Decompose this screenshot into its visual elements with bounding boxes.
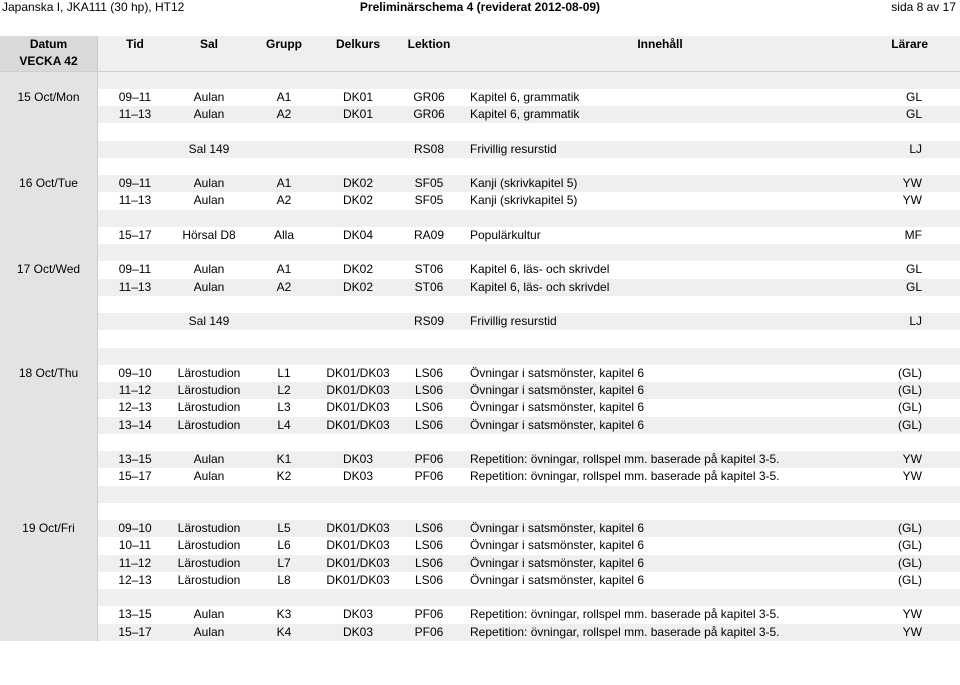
cell-delkurs: DK01/DK03: [326, 417, 390, 432]
cell-tid: 11–13: [118, 279, 152, 294]
date-column-band: [0, 486, 98, 503]
cell-larare: LJ: [909, 141, 922, 156]
date-column-band: [0, 296, 98, 313]
cell-innehall: Kapitel 6, grammatik: [470, 107, 580, 121]
date-column-band: [0, 141, 98, 158]
cell-innehall: Övningar i satsmönster, kapitel 6: [470, 365, 645, 380]
cell-sal: Sal 149: [188, 141, 230, 156]
cell-larare: (GL): [898, 400, 922, 415]
cell-innehall: Kapitel 6, grammatik: [470, 89, 580, 104]
date-column-band: [0, 279, 98, 296]
cell-lektion: RS08: [413, 141, 445, 156]
cell-larare: (GL): [898, 572, 922, 587]
date-column-band: [0, 537, 98, 554]
cell-innehall: Kanji (skrivkapitel 5): [470, 176, 578, 190]
cell-lektion: ST06: [414, 279, 444, 294]
date-column-band: [0, 555, 98, 572]
cell-grupp: K1: [276, 452, 292, 466]
cell-lektion: LS06: [414, 400, 444, 415]
cell-datum: 16 Oct/Tue: [19, 176, 78, 190]
table-row: [0, 434, 960, 451]
table-row: [0, 399, 960, 416]
header-datum: Datum: [29, 37, 68, 51]
table-row: [0, 227, 960, 244]
cell-sal: Lärostudion: [177, 383, 241, 397]
cell-lektion: LS06: [414, 365, 444, 380]
cell-delkurs: DK01/DK03: [326, 521, 390, 535]
cell-tid: 11–13: [118, 107, 152, 121]
cell-sal: Lärostudion: [177, 400, 241, 415]
cell-grupp: A1: [276, 176, 292, 190]
table-row: [0, 158, 960, 175]
cell-lektion: LS06: [414, 538, 444, 553]
cell-sal: Aulan: [193, 279, 225, 294]
cell-innehall: Repetition: övningar, rollspel mm. baserade på kapitel 3-5.: [470, 452, 780, 466]
date-column-band: [0, 503, 98, 520]
cell-lektion: LS06: [414, 521, 444, 535]
cell-delkurs: DK03: [342, 607, 374, 622]
cell-larare: YW: [902, 176, 922, 190]
cell-delkurs: DK01/DK03: [326, 383, 390, 397]
cell-larare: YW: [902, 452, 922, 466]
table-row: [0, 606, 960, 623]
date-column-band: [0, 192, 98, 209]
table-row: [0, 555, 960, 572]
cell-tid: 13–15: [118, 452, 152, 466]
cell-innehall: Övningar i satsmönster, kapitel 6: [470, 383, 645, 397]
table-row: [0, 365, 960, 382]
table-row: [0, 244, 960, 261]
cell-sal: Aulan: [193, 193, 225, 208]
cell-lektion: LS06: [414, 417, 444, 432]
cell-sal: Aulan: [193, 107, 225, 121]
cell-delkurs: DK02: [342, 193, 374, 208]
date-column-band: [0, 348, 98, 365]
cell-larare: YW: [902, 624, 922, 639]
cell-lektion: SF05: [414, 193, 444, 208]
schedule-table: [0, 36, 960, 641]
cell-innehall: Kapitel 6, läs- och skrivdel: [470, 279, 610, 294]
cell-grupp: A2: [276, 193, 292, 208]
cell-datum: 19 Oct/Fri: [22, 521, 75, 535]
date-column-band: [0, 589, 98, 606]
date-column-band: [0, 382, 98, 399]
date-column-band: [0, 330, 98, 347]
cell-sal: Aulan: [193, 262, 225, 277]
cell-grupp: K4: [276, 624, 292, 639]
table-row: [0, 89, 960, 106]
cell-grupp: A2: [276, 279, 292, 294]
cell-sal: Lärostudion: [177, 417, 241, 432]
cell-sal: Aulan: [193, 469, 225, 484]
date-column-band: [0, 624, 98, 641]
cell-tid: 09–11: [118, 262, 152, 277]
cell-grupp: A1: [276, 262, 292, 277]
table-body: [0, 72, 960, 641]
table-header: [0, 36, 960, 53]
table-row: [0, 589, 960, 606]
table-row: [0, 210, 960, 227]
cell-lektion: LS06: [414, 572, 444, 587]
table-row: [0, 192, 960, 209]
cell-tid: 15–17: [118, 469, 152, 484]
schedule-title: Preliminärschema 4 (reviderat 2012-08-09): [359, 0, 601, 14]
table-row: [0, 451, 960, 468]
table-row: [0, 486, 960, 503]
cell-grupp: L3: [277, 400, 291, 415]
table-row: [0, 313, 960, 330]
header-lektion: Lektion: [407, 37, 451, 51]
date-column-band: [0, 313, 98, 330]
cell-delkurs: DK03: [342, 452, 374, 466]
cell-delkurs: DK03: [342, 624, 374, 639]
cell-innehall: Frivillig resurstid: [470, 141, 557, 156]
cell-larare: (GL): [898, 417, 922, 432]
cell-larare: (GL): [898, 365, 922, 380]
date-column-band: [0, 210, 98, 227]
cell-delkurs: DK02: [342, 176, 374, 190]
cell-innehall: Övningar i satsmönster, kapitel 6: [470, 417, 645, 432]
cell-tid: 12–13: [118, 572, 152, 587]
header-grupp: Grupp: [266, 37, 302, 51]
cell-larare: LJ: [909, 314, 922, 328]
cell-tid: 11–12: [118, 555, 152, 570]
table-row: [0, 296, 960, 313]
cell-sal: Lärostudion: [177, 572, 241, 587]
cell-tid: 11–12: [118, 383, 152, 397]
cell-tid: 11–13: [118, 193, 152, 208]
header-sal: Sal: [199, 37, 218, 51]
cell-larare: GL: [905, 279, 922, 294]
date-column-band: [0, 399, 98, 416]
cell-lektion: RS09: [413, 314, 445, 328]
cell-tid: 09–11: [118, 176, 152, 190]
cell-sal: Aulan: [193, 89, 225, 104]
cell-grupp: L4: [277, 417, 291, 432]
cell-lektion: SF05: [414, 176, 444, 190]
cell-delkurs: DK01/DK03: [326, 538, 390, 553]
cell-datum: 18 Oct/Thu: [18, 365, 79, 380]
cell-lektion: LS06: [414, 383, 444, 397]
table-row: [0, 330, 960, 347]
date-column-band: [0, 434, 98, 451]
date-column-band: [0, 417, 98, 434]
table-row: [0, 520, 960, 537]
cell-larare: YW: [902, 607, 922, 622]
header-innehall: Innehåll: [637, 37, 683, 51]
cell-delkurs: DK01: [342, 107, 374, 121]
cell-grupp: L6: [277, 538, 291, 553]
header-delkurs: Delkurs: [335, 37, 381, 51]
table-row: [0, 468, 960, 485]
cell-larare: (GL): [898, 538, 922, 553]
page-header: [0, 0, 960, 14]
cell-larare: GL: [905, 89, 922, 104]
cell-lektion: PF06: [414, 607, 444, 622]
cell-larare: (GL): [898, 521, 922, 535]
cell-larare: YW: [902, 469, 922, 484]
page-number: sida 8 av 17: [891, 0, 956, 14]
cell-larare: GL: [905, 262, 922, 277]
cell-innehall: Övningar i satsmönster, kapitel 6: [470, 572, 645, 587]
cell-lektion: GR06: [413, 107, 445, 121]
date-column-band: [0, 227, 98, 244]
cell-sal: Lärostudion: [177, 538, 241, 553]
cell-grupp: L1: [277, 365, 291, 380]
cell-sal: Aulan: [193, 452, 225, 466]
cell-sal: Hörsal D8: [182, 227, 236, 242]
cell-tid: 12–13: [118, 400, 152, 415]
cell-grupp: L5: [277, 521, 291, 535]
cell-sal: Aulan: [193, 624, 225, 639]
header-tid: Tid: [126, 37, 144, 51]
cell-sal: Lärostudion: [177, 555, 241, 570]
table-row: [0, 348, 960, 365]
cell-lektion: PF06: [414, 469, 444, 484]
cell-innehall: Repetition: övningar, rollspel mm. baserade på kapitel 3-5.: [470, 607, 780, 622]
cell-larare: (GL): [898, 383, 922, 397]
cell-tid: 09–10: [118, 365, 152, 380]
cell-tid: 13–15: [118, 607, 152, 622]
cell-tid: 15–17: [118, 624, 152, 639]
cell-datum: 17 Oct/Wed: [16, 262, 81, 277]
cell-delkurs: DK02: [342, 279, 374, 294]
cell-grupp: L2: [277, 383, 291, 397]
cell-delkurs: DK04: [342, 227, 374, 242]
cell-lektion: PF06: [414, 624, 444, 639]
date-column-band: [0, 606, 98, 623]
cell-sal: Aulan: [193, 607, 225, 622]
cell-tid: 10–11: [118, 538, 152, 553]
cell-larare: (GL): [898, 555, 922, 570]
cell-innehall: Kapitel 6, läs- och skrivdel: [470, 262, 610, 277]
cell-grupp: L7: [277, 555, 291, 570]
week-label: VECKA 42: [19, 54, 78, 69]
cell-lektion: PF06: [414, 452, 444, 466]
cell-innehall: Populärkultur: [470, 227, 541, 242]
cell-larare: GL: [905, 107, 922, 121]
date-column-band: [0, 158, 98, 175]
header-larare: Lärare: [891, 37, 928, 51]
cell-sal: Aulan: [193, 176, 225, 190]
cell-innehall: Övningar i satsmönster, kapitel 6: [470, 400, 645, 415]
table-row: [0, 572, 960, 589]
cell-sal: Sal 149: [188, 314, 230, 328]
course-title: Japanska I, JKA111 (30 hp), HT12: [2, 0, 185, 14]
cell-grupp: Alla: [273, 227, 294, 242]
cell-grupp: K3: [276, 607, 292, 622]
cell-lektion: LS06: [414, 555, 444, 570]
cell-sal: Lärostudion: [177, 365, 241, 380]
date-column-band: [0, 106, 98, 123]
table-row: [0, 141, 960, 158]
date-column-band: [0, 451, 98, 468]
table-row: [0, 382, 960, 399]
table-row: [0, 123, 960, 140]
date-column-band: [0, 468, 98, 485]
cell-grupp: A1: [276, 89, 292, 104]
table-row: [0, 503, 960, 520]
cell-delkurs: DK03: [342, 469, 374, 484]
cell-grupp: A2: [276, 107, 292, 121]
date-column-band: [0, 72, 98, 89]
table-row: [0, 537, 960, 554]
cell-sal: Lärostudion: [177, 521, 241, 535]
cell-tid: 09–11: [118, 89, 152, 104]
cell-delkurs: DK01/DK03: [326, 400, 390, 415]
cell-innehall: Repetition: övningar, rollspel mm. baserade på kapitel 3-5.: [470, 624, 780, 639]
cell-grupp: K2: [276, 469, 292, 484]
cell-innehall: Kanji (skrivkapitel 5): [470, 193, 578, 208]
cell-delkurs: DK01/DK03: [326, 555, 390, 570]
cell-innehall: Övningar i satsmönster, kapitel 6: [470, 521, 645, 535]
table-row: [0, 175, 960, 192]
cell-larare: YW: [902, 193, 922, 208]
cell-delkurs: DK01/DK03: [326, 572, 390, 587]
cell-tid: 15–17: [118, 227, 152, 242]
cell-innehall: Övningar i satsmönster, kapitel 6: [470, 555, 645, 570]
cell-innehall: Repetition: övningar, rollspel mm. baserade på kapitel 3-5.: [470, 469, 780, 484]
cell-delkurs: DK01/DK03: [326, 365, 390, 380]
cell-delkurs: DK02: [342, 262, 374, 277]
cell-lektion: GR06: [413, 89, 445, 104]
cell-datum: 15 Oct/Mon: [17, 89, 80, 104]
table-row: [0, 72, 960, 89]
cell-tid: 13–14: [118, 417, 152, 432]
table-row: [0, 106, 960, 123]
table-row: [0, 279, 960, 296]
cell-larare: MF: [904, 227, 922, 242]
table-row: [0, 417, 960, 434]
cell-tid: 09–10: [118, 521, 152, 535]
cell-lektion: RA09: [413, 227, 445, 242]
date-column-band: [0, 572, 98, 589]
date-column-band: [0, 244, 98, 261]
cell-innehall: Övningar i satsmönster, kapitel 6: [470, 538, 645, 553]
week-row: [0, 53, 960, 70]
table-row: [0, 261, 960, 278]
date-column-band: [0, 123, 98, 140]
cell-delkurs: DK01: [342, 89, 374, 104]
cell-innehall: Frivillig resurstid: [470, 314, 557, 328]
table-row: [0, 624, 960, 641]
cell-grupp: L8: [277, 572, 291, 587]
cell-lektion: ST06: [414, 262, 444, 277]
